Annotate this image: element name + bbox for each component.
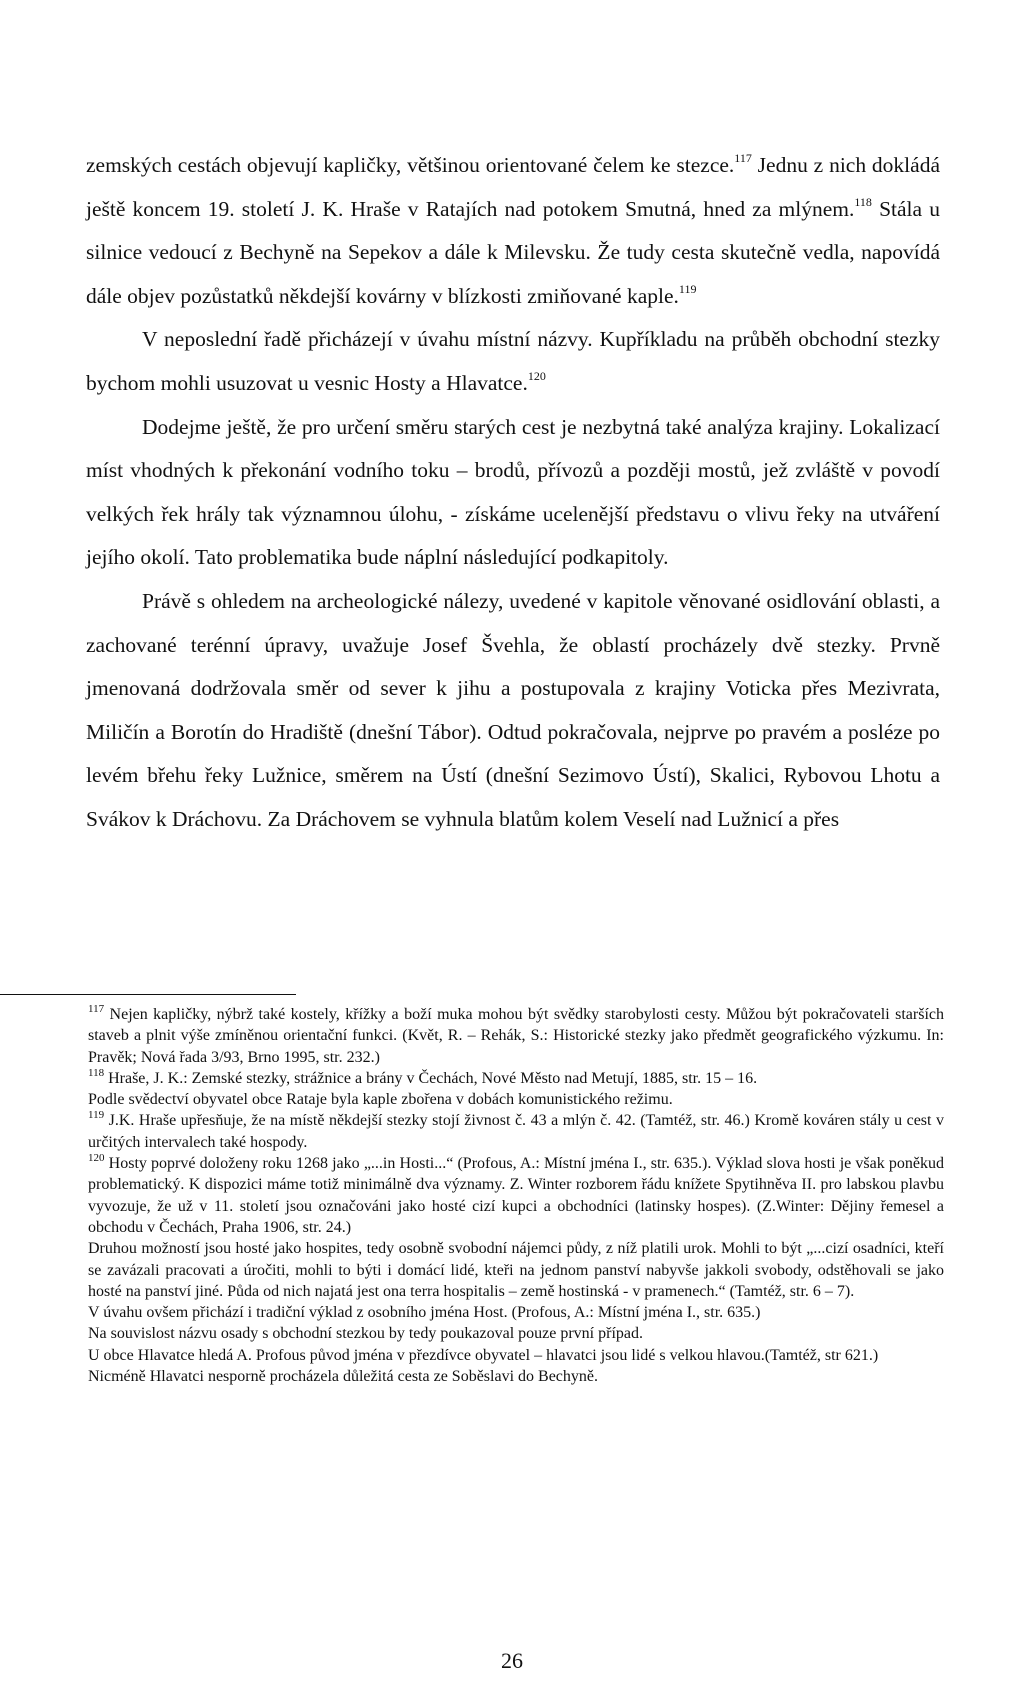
footnote-118-continued: Podle svědectví obyvatel obce Rataje byla kaple zbořena v dobách komunistického režimu. <box>88 1091 673 1109</box>
footnote-text: Hosty poprvé doloženy roku 1268 jako „...in Hosti...“ (Profous, A.: Místní jména I., str. 635.). Výklad slova hosti je však poněkud problematický. K dispozici máme totiž minimálně dva významy. Z. Winter rozborem řádu knížete Spytihněva II. pro labskou plavbu vyvozuje, že už v 11. století jsou označováni jako hosté cizí kupci a obchodníci (latinsky hospes). (Z.Winter: Dějiny řemesel a obchodu v Čechách, Praha 1906, str. 24.) <box>88 1155 944 1236</box>
footnote-120 <box>88 1153 944 1238</box>
paragraph-2-text: V neposlední řadě přicházejí v úvahu místní názvy. Kupříkladu na průběh obchodní stezky bychom mohli usuzovat u vesnic Hosty a Hlavatce. <box>86 327 940 395</box>
paragraph-1 <box>86 144 940 318</box>
main-text <box>86 144 940 842</box>
footnote-ref-117: 117 <box>734 151 752 165</box>
footnote-text: J.K. Hraše upřesňuje, že na místě někdejší stezky stojí živnost č. 43 a mlýn č. 42. (Tamtéž, str. 46.) Kromě kováren stály u cest v určitých intervalech také hospody. <box>88 1112 944 1151</box>
footnote-number: 119 <box>88 1109 105 1122</box>
page-number: 26 <box>501 1648 523 1673</box>
footnote-120-continued-5: Nicméně Hlavatci nesporně procházela důležitá cesta ze Soběslavi do Bechyně. <box>88 1368 598 1386</box>
footnote-number: 118 <box>88 1066 105 1079</box>
footnote-number: 117 <box>88 1003 105 1015</box>
footnote-117 <box>88 1004 944 1068</box>
footnote-120-continued-3: Na souvislost názvu osady s obchodní stezkou by tedy poukazoval pouze první případ. <box>88 1325 643 1343</box>
footnote-120-continued-1: Druhou možností jsou hosté jako hospites, tedy osobně svobodní nájemci půdy, z níž platili urok. Mohli to být „...cizí osadníci, kteří se zavázali pracovati a úročiti, mohli to býti i domácí lidé, kteři na jednom panství nabyvše jakkoli svobody, odstěhovali se jako hosté na panství jiné. Půda od nich najatá jest ona terra hospitalis – země hostinská - v pramenech.“ (Tamtéž, str. 6 – 7). <box>88 1240 944 1300</box>
footnote-119 <box>88 1110 944 1153</box>
footnote-ref-119: 119 <box>678 281 697 296</box>
footnote-ref-118: 118 <box>854 194 872 209</box>
footnote-separator <box>0 994 296 995</box>
footnote-number: 120 <box>88 1152 105 1165</box>
paragraph-1-text-b: Jednu z nich dokládá ještě koncem 19. století J. K. Hraše v Ratajích nad potokem Smutná, hned za mlýnem. <box>86 153 940 221</box>
paragraph-1-text-a: zemských cestách objevují kapličky, většinou orientované čelem ke stezce. <box>86 153 735 177</box>
paragraph-4: Právě s ohledem na archeologické nálezy, uvedené v kapitole věnované osidlování oblasti, a zachované terénní úpravy, uvažuje Josef Švehla, že oblastí procházely dvě stezky. Prvně jmenovaná dodržovala směr od sever k jihu a postupovala z krajiny Voticka přes Mezivrata, Miličín a Borotín do Hradiště (dnešní Tábor). Odtud pokračovala, nejprve po pravém a posléze po levém břehu řeky Lužnice, směrem na Ústí (dnešní Sezimovo Ústí), Skalici, Rybovou Lhotu a Svákov k Dráchovu. Za Dráchovem se vyhnula blatům kolem Veselí nad Lužnicí a přes <box>86 588 940 831</box>
footnote-text: Nejen kapličky, nýbrž také kostely, křížky a boží muka mohou být svědky starobylosti cesty. Můžou být pokračovateli starších staveb a plnit výše zmíněnou orientační funkci. (Květ, R. – Rehák, S.: Historické stezky jako předmět geografického výzkumu. In: Pravěk; Nová řada 3/93, Brno 1995, str. 232.) <box>88 1006 944 1066</box>
paragraph-2 <box>86 318 940 405</box>
footnote-ref-120: 120 <box>527 368 546 383</box>
paragraph-3: Dodejme ještě, že pro určení směru starých cest je nezbytná také analýza krajiny. Lokalizací míst vhodných k překonání vodního toku – brodů, přívozů a později mostů, jež zvláště v povodí velkých řek hrály tak významnou úlohu, - získáme ucelenější představu o vlivu řeky na utváření jejího okolí. Tato problematika bude náplní následující podkapitoly. <box>86 414 940 570</box>
footnote-120-continued-2: V úvahu ovšem přichází i tradiční výklad z osobního jména Host. (Profous, A.: Místní jména I., str. 635.) <box>88 1304 761 1322</box>
footnote-120-continued-4: U obce Hlavatce hledá A. Profous původ jména v přezdívce obyvatel – hlavatci jsou lidé s velkou hlavou.(Tamtéž, str 621.) <box>88 1346 879 1364</box>
footnotes <box>88 1004 944 1387</box>
paragraph-1-text-c: Stála u silnice vedoucí z Bechyně na Sepekov a dále k Milevsku. Že tudy cesta skutečně vedla, napovídá dále objev pozůstatků někdejší kovárny v blízkosti zmiňované kaple. <box>86 196 940 308</box>
footnote-118 <box>88 1068 944 1089</box>
footnote-text: Hraše, J. K.: Zemské stezky, strážnice a brány v Čechách, Nové Město nad Metují, 1885, str. 15 – 16. <box>104 1069 758 1087</box>
